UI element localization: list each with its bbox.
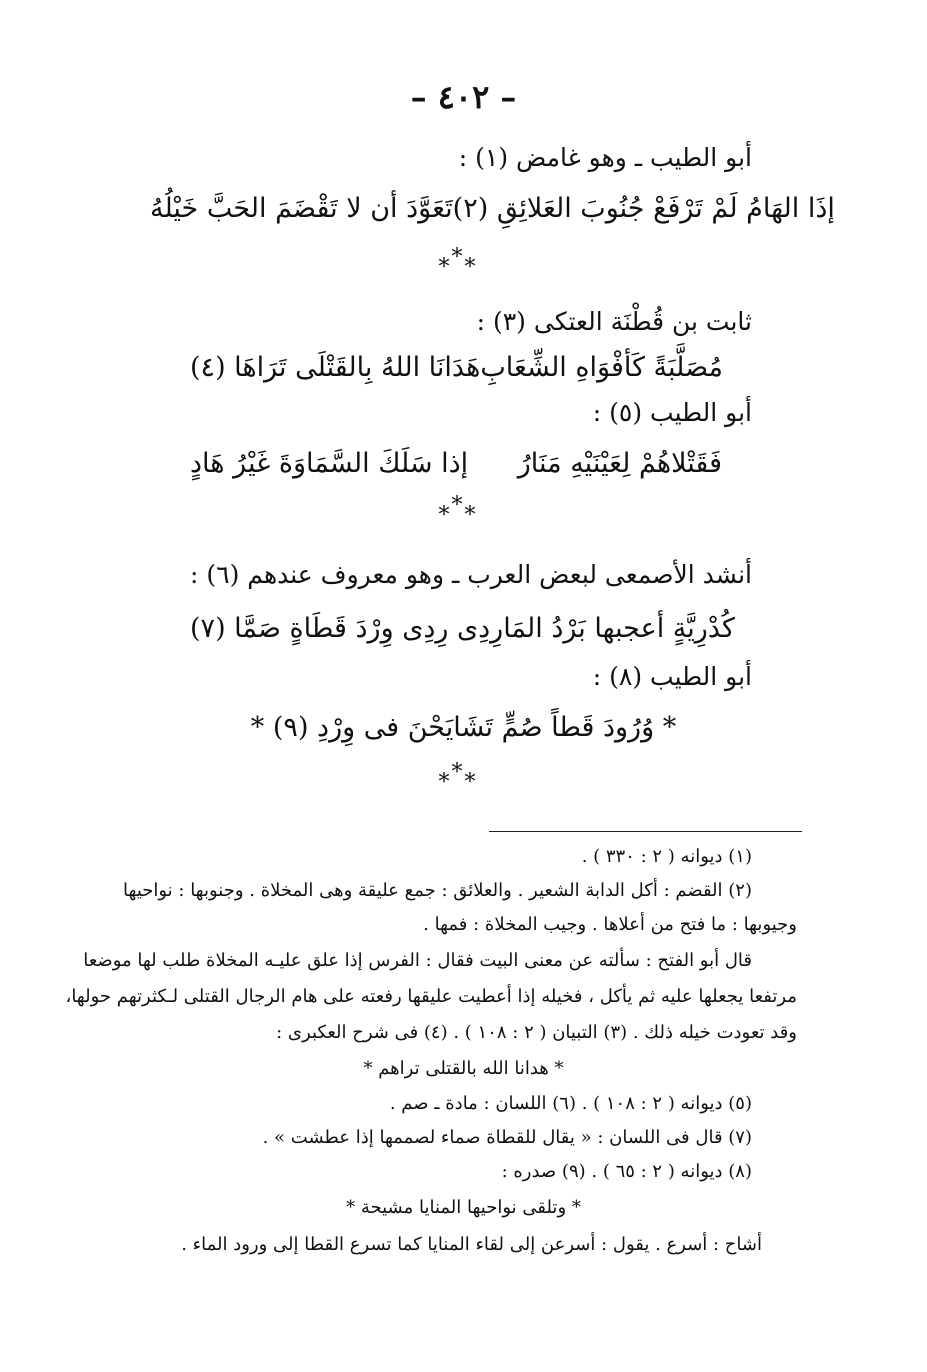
star-glyph: * — [438, 255, 452, 280]
verse-first-hemistich: إذا سَلَكَ السَّمَاوَةَ غَيْرُ هَادٍ — [190, 448, 469, 479]
verse-first-hemistich: هَدَانَا اللهُ بِالقَتْلَى تَرَاهَا (٤) — [190, 352, 481, 383]
verse-second-hemistich: مُصَلَّبَةً كَأفْوَاهِ الشِّعَابِ — [480, 352, 723, 383]
verse-first-hemistich: رِدِى رِدِى وِرْدَ قَطَاةٍ صَمَّا (٧) — [190, 613, 504, 644]
footnote-line: (١) ديوانه ( ٢ : ٣٣٠ ) . — [581, 846, 752, 867]
verse-second-hemistich: كُدْرِيَّةٍ أعجبها بَرْدُ المَا — [503, 613, 735, 644]
attribution: أنشد الأصمعى لبعض العرب ـ وهو معروف عندهم (٦) : — [190, 560, 752, 589]
star-glyph: * — [438, 770, 452, 795]
star-glyph: * — [451, 245, 465, 270]
attribution: أبو الطيب ـ وهو غامض (١) : — [458, 143, 752, 172]
star-glyph: * — [464, 255, 478, 280]
section-separator-stars — [418, 760, 498, 795]
verse-second-hemistich: فَقَتْلاهُمْ لِعَيْنَيْهِ مَنَارُ — [517, 448, 722, 479]
section-separator-stars — [418, 245, 498, 280]
verse — [190, 613, 735, 644]
footnote-line: (٨) ديوانه ( ٢ : ٦٥ ) . (٩) صدره : — [501, 1161, 752, 1182]
verse-line: * وُرُودَ قَطاً صُمٍّ تَشَايَحْنَ فى وِرْدِ (٩) * — [250, 712, 677, 743]
attribution: ثابت بن قُطْنَة العتكى (٣) : — [476, 307, 752, 336]
verse-second-hemistich: إذَا الهَامُ لَمْ تَرْفَعْ جُنُوبَ العَلائِقِ (٢) — [452, 193, 835, 224]
verse-first-hemistich: تَعَوَّدَ أن لا تَقْضَمَ الحَبَّ خَيْلُهُ — [150, 193, 453, 224]
star-glyph: * — [438, 503, 452, 528]
footnote-line: وقد تعودت خيله ذلك . (٣) التبيان ( ٢ : ١٠٨ ) . (٤) فى شرح العكبرى : — [276, 1022, 797, 1043]
footnote-line: مرتفعا يجعلها عليه ثم يأكل ، فخيله إذا أعطيت عليقها رفعته على هام الرجال القتلى لـكثرتهم حولها، — [65, 986, 797, 1007]
star-glyph: * — [464, 503, 478, 528]
footnote-line: (٥) ديوانه ( ٢ : ١٠٨ ) . (٦) اللسان : مادة ـ صم . — [389, 1093, 752, 1114]
footnote-quote: * هدانا الله بالقتلى تراهم * — [363, 1058, 564, 1079]
footnote-line: (٢) القضم : أكل الدابة الشعير . والعلائق : جمع عليقة وهى المخلاة . وجنوبها : نواحيها — [123, 880, 752, 901]
attribution: أبو الطيب (٥) : — [592, 398, 752, 427]
footnote-line: قال أبو الفتح : سألته عن معنى البيت فقال : الفرس إذا علق عليـه المخلاة طلب لها موضعا — [83, 950, 752, 971]
section-separator-stars — [418, 493, 498, 528]
footnote-separator — [489, 831, 802, 832]
star-glyph: * — [464, 770, 478, 795]
footnote-quote: * وتلقى نواحيها المنايا مشيحة * — [346, 1197, 581, 1218]
verse — [190, 352, 722, 383]
page-number: – ٤٠٢ – — [410, 78, 517, 116]
attribution: أبو الطيب (٨) : — [592, 662, 752, 691]
star-glyph: * — [451, 760, 465, 785]
footnote-line: (٧) قال فى اللسان : « يقال للقطاة صماء لصممها إذا عطشت » . — [262, 1127, 752, 1148]
verse — [190, 448, 722, 479]
verse — [150, 193, 835, 224]
star-glyph: * — [451, 493, 465, 518]
footnote-line: أشاح : أسرع . يقول : أسرعن إلى لقاء المنايا كما تسرع القطا إلى ورود الماء . — [181, 1234, 762, 1255]
footnote-line: وجيوبها : ما فتح من أعلاها . وجيب المخلاة : فمها . — [423, 914, 797, 935]
